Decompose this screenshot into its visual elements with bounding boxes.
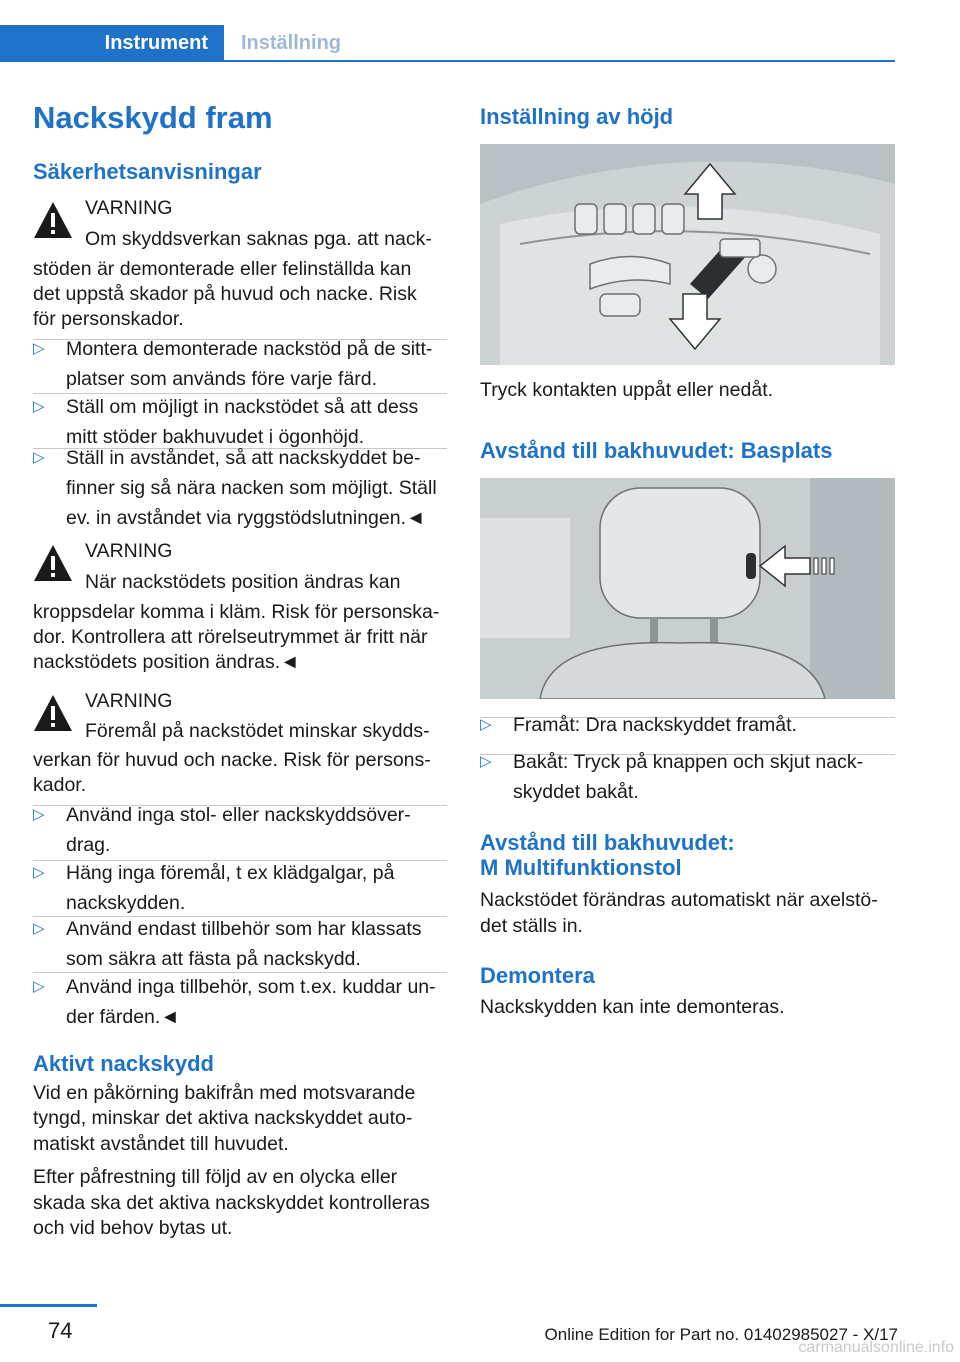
body-text-line: Efter påfrestning till följd av en olycka eller bbox=[33, 1166, 398, 1188]
bullet-triangle-icon: ▷ bbox=[33, 978, 45, 995]
warning-text-line: för personskador. bbox=[33, 308, 184, 330]
warning-label: VARNING bbox=[85, 197, 173, 219]
safety-heading: Säkerhetsanvisningar bbox=[33, 159, 262, 184]
basic-heading: Avstånd till bakhuvudet: Basplats bbox=[480, 438, 833, 463]
body-text-line: det ställs in. bbox=[480, 915, 583, 937]
list-item: ▷ Ställ om möjligt in nackstödet så att dess mitt stöder bakhuvudet i ögonhöjd. bbox=[33, 392, 447, 452]
headrest-drawing bbox=[480, 478, 895, 699]
warning-text-line: kador. bbox=[33, 774, 87, 796]
bullet-triangle-icon: ▷ bbox=[33, 340, 45, 357]
list-item: ▷ Använd endast tillbehör som har klassats som säkra att fästa på nackskydd. bbox=[33, 914, 447, 974]
list-item: ▷ Montera demonterade nackstöd på de sitt- platser som används före varje färd. bbox=[33, 334, 447, 394]
warning-text-line: Om skyddsverkan saknas pga. att nack- bbox=[85, 228, 432, 250]
bullet-triangle-icon: ▷ bbox=[33, 398, 45, 415]
bullet-triangle-icon: ▷ bbox=[33, 920, 45, 937]
active-heading: Aktivt nackskydd bbox=[33, 1051, 214, 1076]
list-item: ▷ Använd inga tillbehör, som t.ex. kuddar un- der färden.◄ bbox=[33, 972, 447, 1032]
bullet-triangle-icon: ▷ bbox=[33, 864, 45, 881]
page-title: Nackskydd fram bbox=[33, 100, 273, 135]
body-text-line: Nackskydden kan inte demonteras. bbox=[480, 996, 785, 1018]
headrest-illustration bbox=[480, 478, 895, 699]
body-text-line: skada ska det aktiva nackskyddet kontrolleras bbox=[33, 1192, 430, 1214]
tab-installning[interactable]: Inställning bbox=[241, 32, 341, 54]
warning-text-line: stöden är demonterade eller felinställda kan bbox=[33, 258, 412, 280]
seat-switch-drawing bbox=[480, 144, 895, 365]
warning-text-line: kroppsdelar komma i kläm. Risk för personska- bbox=[33, 601, 440, 623]
multi-heading-line: Avstånd till bakhuvudet: bbox=[480, 830, 735, 855]
tab-bar bbox=[0, 25, 895, 62]
multi-heading-line: M Multifunktionstol bbox=[480, 855, 682, 880]
watermark: carmanualsonline.info bbox=[798, 1339, 954, 1356]
body-text-line: och vid behov bytas ut. bbox=[33, 1217, 233, 1239]
warning-triangle-icon bbox=[33, 543, 73, 583]
body-text-line: Vid en påkörning bakifrån med motsvarande bbox=[33, 1082, 416, 1104]
list-item: ▷ Bakåt: Tryck på knappen och skjut nack- skyddet bakåt. bbox=[480, 747, 895, 807]
warning-text-line: det uppstå skador på huvud och nacke. Risk bbox=[33, 283, 417, 305]
body-text-line: Nackstödet förändras automatiskt när axelstö- bbox=[480, 889, 878, 911]
body-text-line: tyngd, minskar det aktiva nackskyddet auto- bbox=[33, 1107, 413, 1129]
warning-triangle-icon bbox=[33, 200, 73, 240]
bullet-triangle-icon: ▷ bbox=[33, 806, 45, 823]
warning-text-line: verkan för huvud och nacke. Risk för persons- bbox=[33, 749, 431, 771]
footer-rule bbox=[0, 1304, 97, 1307]
warning-text-line: Föremål på nackstödet minskar skydds- bbox=[85, 720, 430, 742]
warning-text-line: nackstödets position ändras.◄ bbox=[33, 651, 300, 673]
bullet-triangle-icon: ▷ bbox=[480, 753, 492, 770]
warning-label: VARNING bbox=[85, 540, 173, 562]
warning-triangle-icon bbox=[33, 693, 73, 733]
bullet-triangle-icon: ▷ bbox=[33, 449, 45, 466]
list-item: ▷ Häng inga föremål, t ex klädgalgar, på nackskydden. bbox=[33, 858, 447, 918]
page-number: 74 bbox=[48, 1318, 73, 1343]
bullet-triangle-icon: ▷ bbox=[480, 716, 492, 733]
list-item: ▷ Framåt: Dra nackskyddet framåt. bbox=[480, 710, 895, 740]
body-text-line: matiskt avståndet till huvudet. bbox=[33, 1133, 289, 1155]
warning-label: VARNING bbox=[85, 690, 173, 712]
warning-text-line: dor. Kontrollera att rörelseutrymmet är fritt när bbox=[33, 626, 428, 648]
remove-heading: Demontera bbox=[480, 963, 595, 988]
list-item: ▷ Använd inga stol- eller nackskyddsöver- drag. bbox=[33, 800, 447, 860]
warning-text-line: När nackstödets position ändras kan bbox=[85, 571, 401, 593]
list-item: ▷ Ställ in avståndet, så att nackskyddet be- finner sig så nära nacken som möjligt. Ställ ev. in avståndet via ryggstödslutningen.◄ bbox=[33, 443, 447, 533]
height-heading: Inställning av höjd bbox=[480, 104, 674, 129]
tab-instrument[interactable]: Instrument bbox=[0, 25, 224, 62]
edition-text: Online Edition for Part no. 01402985027 - X/17 bbox=[544, 1325, 898, 1344]
height-caption: Tryck kontakten uppåt eller nedåt. bbox=[480, 379, 774, 401]
seat-switch-illustration bbox=[480, 144, 895, 365]
